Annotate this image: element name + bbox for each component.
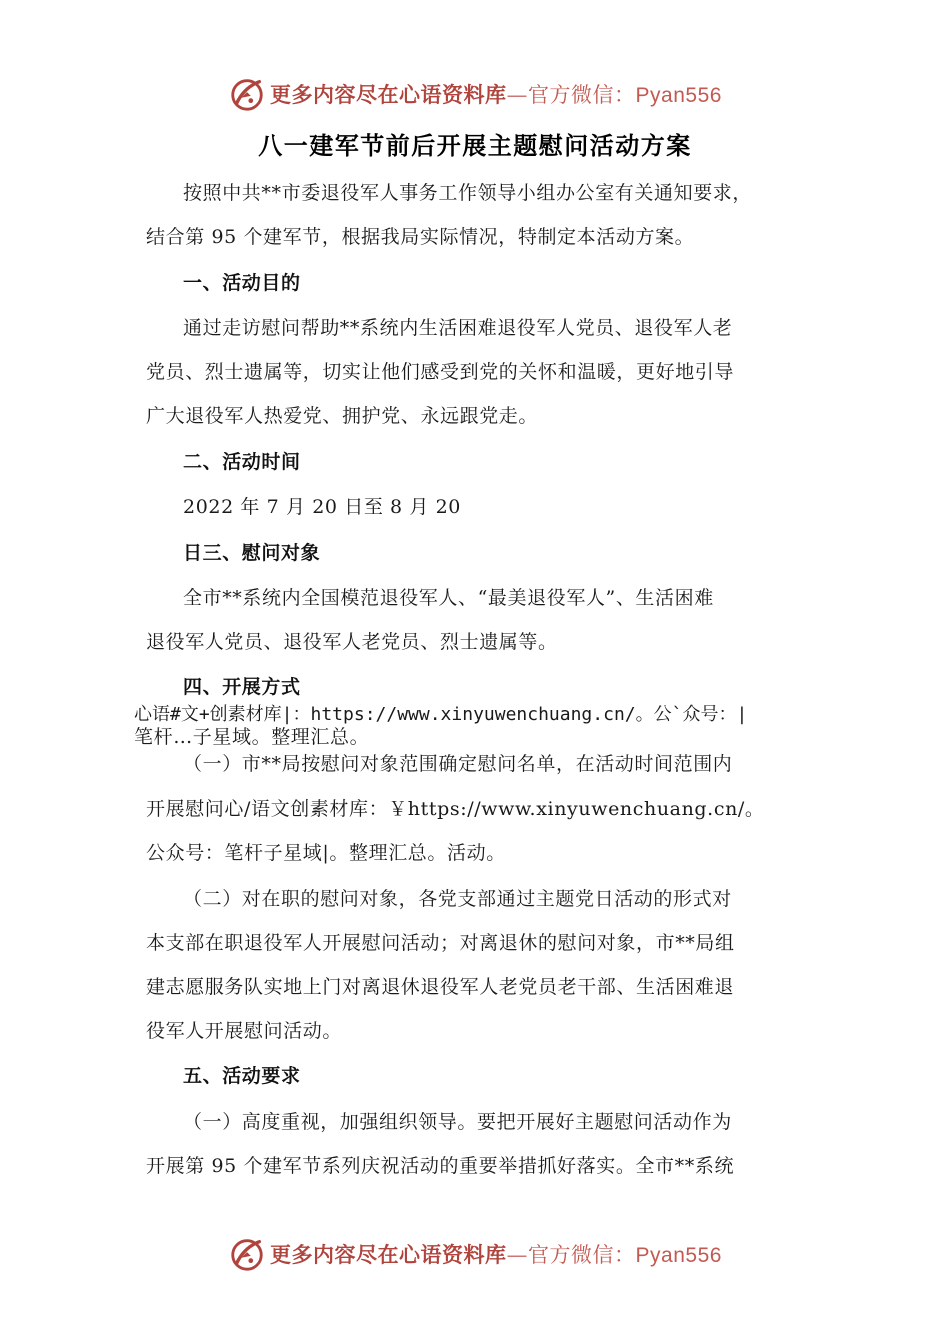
footer-watermark-banner (0, 1232, 950, 1276)
brand-logo-icon (228, 75, 266, 113)
requirements-line-1: （一）高度重视，加强组织领导。要把开展好主题慰问活动作为 (183, 1111, 732, 1133)
method2-line-1: （二）对在职的慰问对象，各党支部通过主题党日活动的形式对 (183, 888, 732, 910)
method-line-1: （一）市**局按慰问对象范围确定慰问名单，在活动时间范围内 (183, 753, 733, 775)
section-heading-purpose: 一、活动目的 (183, 272, 301, 294)
method2-line-3: 建志愿服务队实地上门对离退休退役军人老党员老干部、生活困难退 (146, 976, 735, 998)
intro-line-2: 结合第 95 个建军节，根据我局实际情况，特制定本活动方案。 (146, 226, 695, 248)
section-heading-requirements: 五、活动要求 (183, 1065, 301, 1087)
section-heading-targets: 日三、慰问对象 (183, 542, 321, 564)
method-line-3: 公众号：笔杆子星域|。整理汇总。活动。 (146, 842, 506, 864)
inline-watermark-line-2: 笔杆…子星域。整理汇总。 (134, 726, 370, 748)
method-line-2: 开展慰问心/语文创素材库：￥https://www.xinyuwenchuang.cn/。 (146, 798, 765, 820)
purpose-line-1: 通过走访慰问帮助**系统内生活困难退役军人党员、退役军人老 (183, 317, 733, 339)
purpose-line-3: 广大退役军人热爱党、拥护党、永远跟党走。 (146, 405, 539, 427)
banner-text: 更多内容尽在心语资料库—官方微信：Pyan556 (270, 83, 722, 107)
intro-line-1: 按照中共**市委退役军人事务工作领导小组办公室有关通知要求， (183, 182, 753, 204)
inline-watermark-line-1: 心语#文+创素材库|：https://www.xinyuwenchuang.cn/。公`众号：| (134, 704, 748, 725)
banner-text: 更多内容尽在心语资料库—官方微信：Pyan556 (270, 1243, 722, 1267)
section-heading-time: 二、活动时间 (183, 451, 301, 473)
activity-date: 2022 年 7 月 20 日至 8 月 20 (183, 496, 462, 518)
document-title: 八一建军节前后开展主题慰问活动方案 (258, 132, 692, 160)
brand-logo-icon (228, 1235, 266, 1273)
requirements-line-2: 开展第 95 个建军节系列庆祝活动的重要举措抓好落实。全市**系统 (146, 1155, 735, 1177)
method2-line-4: 役军人开展慰问活动。 (146, 1020, 343, 1042)
purpose-line-2: 党员、烈士遗属等，切实让他们感受到党的关怀和温暖，更好地引导 (146, 361, 735, 383)
targets-line-2: 退役军人党员、退役军人老党员、烈士遗属等。 (146, 631, 558, 653)
section-heading-method: 四、开展方式 (183, 676, 301, 698)
targets-line-1: 全市**系统内全国模范退役军人、“最美退役军人”、生活困难 (183, 587, 714, 609)
method2-line-2: 本支部在职退役军人开展慰问活动；对离退休的慰问对象，市**局组 (146, 932, 735, 954)
header-watermark-banner (0, 72, 950, 116)
